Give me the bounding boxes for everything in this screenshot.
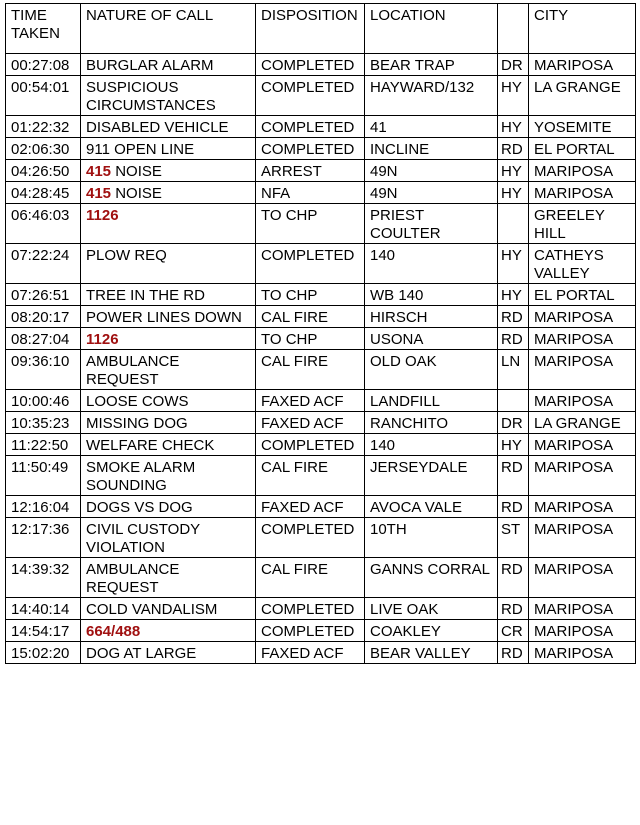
nature-cell (81, 456, 256, 496)
time-cell: 06:46:03 (6, 204, 81, 244)
disposition-cell: COMPLETED (256, 598, 365, 620)
street-suffix-cell (498, 390, 529, 412)
table-row (6, 138, 636, 160)
nature-code: 1126 (86, 207, 119, 224)
nature-text: DOG AT LARGE (86, 645, 197, 662)
disposition-cell: COMPLETED (256, 138, 365, 160)
city-cell: MARIPOSA (529, 182, 636, 204)
city-cell: MARIPOSA (529, 434, 636, 456)
location-cell: JERSEYDALE (365, 456, 498, 496)
header-city: CITY (529, 4, 636, 54)
street-suffix-cell: HY (498, 244, 529, 284)
nature-text: 911 OPEN LINE (86, 141, 195, 158)
nature-text: DISABLED VEHICLE (86, 119, 229, 136)
table-row (6, 116, 636, 138)
table-row (6, 620, 636, 642)
nature-cell (81, 642, 256, 664)
time-cell: 14:40:14 (6, 598, 81, 620)
table-row (6, 434, 636, 456)
city-cell: MARIPOSA (529, 518, 636, 558)
disposition-cell: CAL FIRE (256, 350, 365, 390)
disposition-cell: COMPLETED (256, 434, 365, 456)
nature-text: COLD VANDALISM (86, 601, 218, 618)
table-row (6, 598, 636, 620)
city-cell: GREELEY HILL (529, 204, 636, 244)
location-cell: COAKLEY (365, 620, 498, 642)
nature-cell (81, 328, 256, 350)
nature-text: NOISE (111, 185, 162, 202)
disposition-cell: COMPLETED (256, 116, 365, 138)
nature-cell (81, 558, 256, 598)
location-cell: 140 (365, 244, 498, 284)
nature-cell (81, 116, 256, 138)
street-suffix-cell: RD (498, 598, 529, 620)
location-cell: USONA (365, 328, 498, 350)
disposition-cell: ARREST (256, 160, 365, 182)
location-cell: WB 140 (365, 284, 498, 306)
street-suffix-cell: RD (498, 558, 529, 598)
city-cell: EL PORTAL (529, 138, 636, 160)
nature-cell (81, 76, 256, 116)
disposition-cell: FAXED ACF (256, 642, 365, 664)
location-cell: 41 (365, 116, 498, 138)
time-cell: 15:02:20 (6, 642, 81, 664)
disposition-cell: TO CHP (256, 204, 365, 244)
table-row (6, 456, 636, 496)
time-cell: 12:16:04 (6, 496, 81, 518)
table-row (6, 518, 636, 558)
location-cell: 49N (365, 160, 498, 182)
nature-text: LOOSE COWS (86, 393, 189, 410)
location-cell: LIVE OAK (365, 598, 498, 620)
time-cell: 09:36:10 (6, 350, 81, 390)
disposition-cell: TO CHP (256, 284, 365, 306)
city-cell: MARIPOSA (529, 598, 636, 620)
nature-cell (81, 412, 256, 434)
nature-code: 1126 (86, 331, 119, 348)
city-cell: MARIPOSA (529, 620, 636, 642)
table-row (6, 284, 636, 306)
header-location: LOCATION (365, 4, 498, 54)
city-cell: MARIPOSA (529, 496, 636, 518)
street-suffix-cell: HY (498, 434, 529, 456)
nature-code: 415 (86, 163, 112, 180)
table-row (6, 306, 636, 328)
city-cell: MARIPOSA (529, 306, 636, 328)
nature-cell (81, 284, 256, 306)
location-cell: AVOCA VALE (365, 496, 498, 518)
time-cell: 00:54:01 (6, 76, 81, 116)
time-cell: 02:06:30 (6, 138, 81, 160)
time-cell: 08:27:04 (6, 328, 81, 350)
header-street-suffix (498, 4, 529, 54)
disposition-cell: CAL FIRE (256, 456, 365, 496)
street-suffix-cell: RD (498, 328, 529, 350)
disposition-cell: COMPLETED (256, 518, 365, 558)
nature-cell (81, 390, 256, 412)
nature-cell (81, 138, 256, 160)
table-row (6, 558, 636, 598)
nature-code: 664/488 (86, 623, 141, 640)
disposition-cell: FAXED ACF (256, 390, 365, 412)
disposition-cell: COMPLETED (256, 244, 365, 284)
time-cell: 04:28:45 (6, 182, 81, 204)
location-cell: PRIEST COULTER (365, 204, 498, 244)
nature-text: CIVIL CUSTODY VIOLATION (86, 521, 200, 556)
location-cell: RANCHITO (365, 412, 498, 434)
street-suffix-cell: HY (498, 182, 529, 204)
disposition-cell: NFA (256, 182, 365, 204)
nature-text: PLOW REQ (86, 247, 167, 264)
street-suffix-cell: RD (498, 138, 529, 160)
table-row (6, 642, 636, 664)
nature-text: SUSPICIOUS CIRCUMSTANCES (86, 79, 216, 114)
time-cell: 10:00:46 (6, 390, 81, 412)
street-suffix-cell: HY (498, 76, 529, 116)
city-cell: MARIPOSA (529, 456, 636, 496)
nature-cell (81, 306, 256, 328)
city-cell: MARIPOSA (529, 558, 636, 598)
street-suffix-cell: RD (498, 642, 529, 664)
nature-text: SMOKE ALARM SOUNDING (86, 459, 196, 494)
table-row (6, 390, 636, 412)
location-cell: LANDFILL (365, 390, 498, 412)
nature-cell (81, 350, 256, 390)
location-cell: 140 (365, 434, 498, 456)
nature-text: POWER LINES DOWN (86, 309, 242, 326)
disposition-cell: COMPLETED (256, 76, 365, 116)
table-row (6, 182, 636, 204)
disposition-cell: CAL FIRE (256, 558, 365, 598)
call-log-body (6, 54, 636, 664)
street-suffix-cell: RD (498, 456, 529, 496)
table-row (6, 328, 636, 350)
nature-text: MISSING DOG (86, 415, 188, 432)
street-suffix-cell: RD (498, 496, 529, 518)
table-row (6, 160, 636, 182)
nature-cell (81, 434, 256, 456)
city-cell: MARIPOSA (529, 390, 636, 412)
nature-cell (81, 598, 256, 620)
call-log-table (5, 3, 636, 664)
time-cell: 07:22:24 (6, 244, 81, 284)
header-disposition: DISPOSITION (256, 4, 365, 54)
table-row (6, 496, 636, 518)
street-suffix-cell: LN (498, 350, 529, 390)
nature-code: 415 (86, 185, 112, 202)
nature-cell (81, 204, 256, 244)
time-cell: 14:54:17 (6, 620, 81, 642)
disposition-cell: TO CHP (256, 328, 365, 350)
disposition-cell: FAXED ACF (256, 496, 365, 518)
city-cell: MARIPOSA (529, 350, 636, 390)
time-cell: 00:27:08 (6, 54, 81, 76)
nature-cell (81, 54, 256, 76)
city-cell: MARIPOSA (529, 328, 636, 350)
location-cell: BEAR VALLEY (365, 642, 498, 664)
nature-cell (81, 244, 256, 284)
nature-text: AMBULANCE REQUEST (86, 561, 180, 596)
disposition-cell: COMPLETED (256, 54, 365, 76)
location-cell: HAYWARD/132 (365, 76, 498, 116)
nature-cell (81, 182, 256, 204)
nature-cell (81, 620, 256, 642)
city-cell: EL PORTAL (529, 284, 636, 306)
nature-text: NOISE (111, 163, 162, 180)
city-cell: LA GRANGE (529, 412, 636, 434)
table-row (6, 76, 636, 116)
city-cell: YOSEMITE (529, 116, 636, 138)
city-cell: LA GRANGE (529, 76, 636, 116)
nature-text: DOGS VS DOG (86, 499, 193, 516)
nature-text: AMBULANCE REQUEST (86, 353, 180, 388)
table-row (6, 204, 636, 244)
nature-cell (81, 518, 256, 558)
nature-text: WELFARE CHECK (86, 437, 215, 454)
time-cell: 01:22:32 (6, 116, 81, 138)
street-suffix-cell: ST (498, 518, 529, 558)
city-cell: CATHEYS VALLEY (529, 244, 636, 284)
street-suffix-cell: DR (498, 54, 529, 76)
city-cell: MARIPOSA (529, 642, 636, 664)
street-suffix-cell: DR (498, 412, 529, 434)
street-suffix-cell: HY (498, 116, 529, 138)
header-time-taken: TIME TAKEN (6, 4, 81, 54)
nature-cell (81, 160, 256, 182)
time-cell: 10:35:23 (6, 412, 81, 434)
street-suffix-cell (498, 204, 529, 244)
city-cell: MARIPOSA (529, 160, 636, 182)
nature-text: BURGLAR ALARM (86, 57, 214, 74)
street-suffix-cell: HY (498, 160, 529, 182)
location-cell: OLD OAK (365, 350, 498, 390)
time-cell: 04:26:50 (6, 160, 81, 182)
street-suffix-cell: RD (498, 306, 529, 328)
header-row (6, 4, 636, 54)
time-cell: 14:39:32 (6, 558, 81, 598)
table-row (6, 350, 636, 390)
disposition-cell: FAXED ACF (256, 412, 365, 434)
time-cell: 11:22:50 (6, 434, 81, 456)
disposition-cell: COMPLETED (256, 620, 365, 642)
location-cell: HIRSCH (365, 306, 498, 328)
header-nature-of-call: NATURE OF CALL (81, 4, 256, 54)
location-cell: BEAR TRAP (365, 54, 498, 76)
location-cell: 10TH (365, 518, 498, 558)
time-cell: 11:50:49 (6, 456, 81, 496)
nature-text: TREE IN THE RD (86, 287, 205, 304)
location-cell: 49N (365, 182, 498, 204)
time-cell: 12:17:36 (6, 518, 81, 558)
location-cell: INCLINE (365, 138, 498, 160)
table-row (6, 412, 636, 434)
street-suffix-cell: HY (498, 284, 529, 306)
table-row (6, 54, 636, 76)
disposition-cell: CAL FIRE (256, 306, 365, 328)
city-cell: MARIPOSA (529, 54, 636, 76)
street-suffix-cell: CR (498, 620, 529, 642)
location-cell: GANNS CORRAL (365, 558, 498, 598)
nature-cell (81, 496, 256, 518)
time-cell: 08:20:17 (6, 306, 81, 328)
table-row (6, 244, 636, 284)
time-cell: 07:26:51 (6, 284, 81, 306)
